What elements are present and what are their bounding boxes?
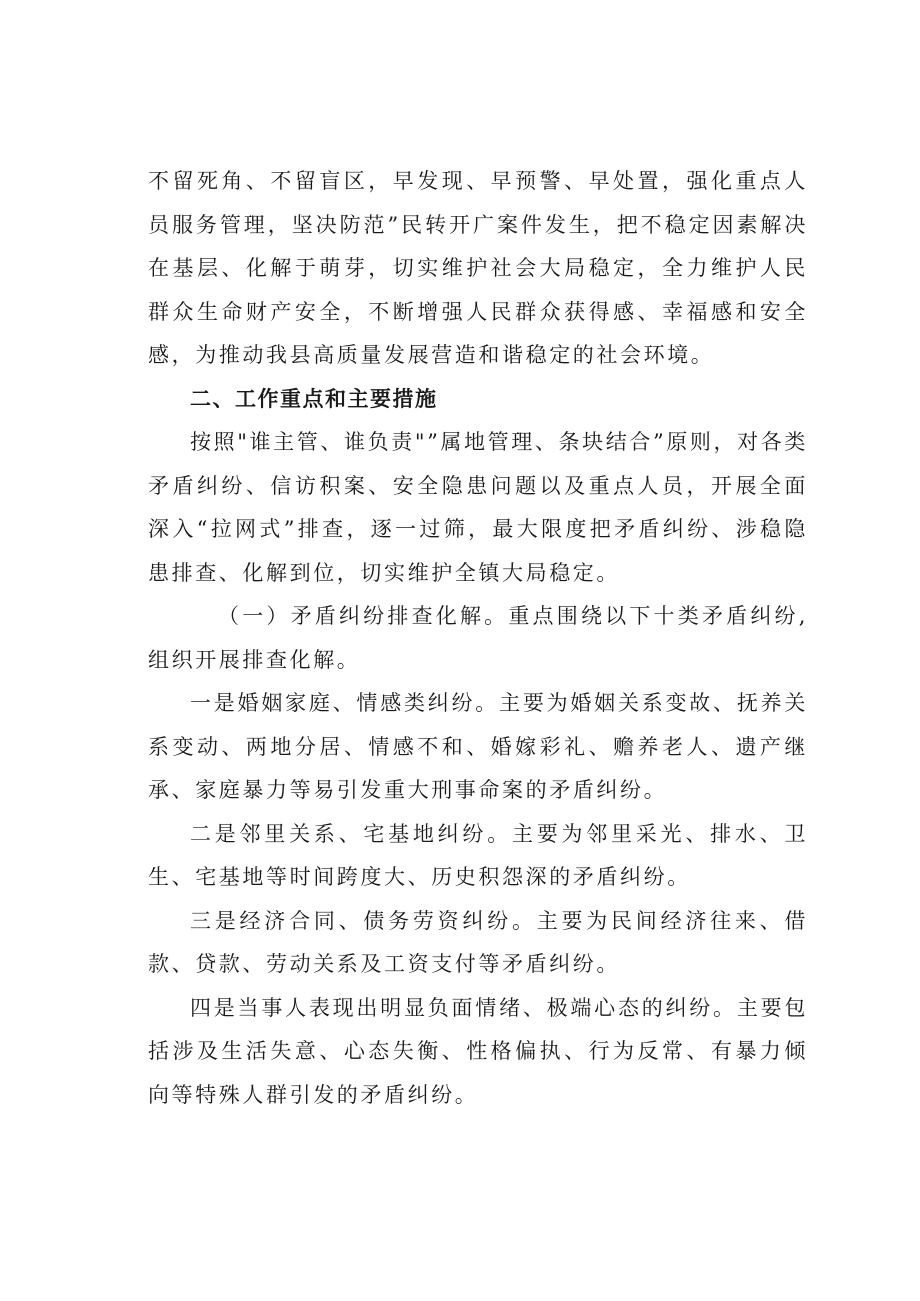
paragraph-item-1: 一是婚姻家庭、情感类纠纷。主要为婚姻关系变故、抚养关系变动、两地分居、情感不和、婚嫁彩礼、赡养老人、遗产继承、家庭暴力等易引发重大刑事命案的矛盾纠纷。 [148,691,808,802]
paragraph-principles: 按照"谁主管、谁负责"”属地管理、条块结合”原则，对各类矛盾纠纷、信访积案、安全隐患问题以及重点人员，开展全面深入“拉网式”排查，逐一过筛，最大限度把矛盾纠纷、涉稳隐患排查、化解到位，切实维护全镇大局稳定。 [148,430,808,585]
section-heading: 二、工作重点和主要措施 [190,386,438,411]
paragraph-item-2: 二是邻里关系、宅基地纠纷。主要为邻里采光、排水、卫生、宅基地等时间跨度大、历史积怨深的矛盾纠纷。 [148,821,808,889]
paragraph-continuation: 不留死角、不留盲区，早发现、早预警、早处置，强化重点人员服务管理，坚决防范”民转开广案件发生，把不稳定因素解决在基层、化解于萌芽，切实维护社会大局稳定，全力维护人民群众生命财产安全，不断增强人民群众获得感、幸福感和安全感，为推动我县高质量发展营造和谐稳定的社会环境。 [148,169,808,367]
paragraph-item-3: 三是经济合同、债务劳资纠纷。主要为民间经济往来、借款、贷款、劳动关系及工资支付等矛盾纠纷。 [148,908,808,976]
subsection-heading: （一）矛盾纠纷排查化解。重点围绕以下十类矛盾纠纷,组织开展排查化解。 [148,604,808,672]
paragraph-item-4: 四是当事人表现出明显负面情绪、极端心态的纠纷。主要包括涉及生活失意、心态失衡、性格偏执、行为反常、有暴力倾向等特殊人群引发的矛盾纠纷。 [148,995,808,1107]
document-body [148,160,808,1117]
